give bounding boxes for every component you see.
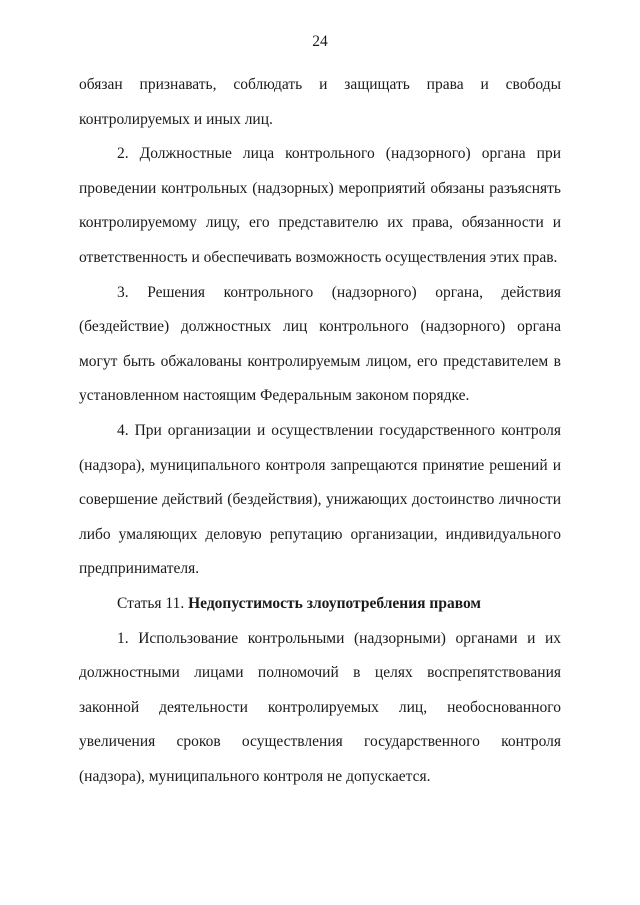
article-heading (79, 587, 561, 622)
paragraph-continuation: обязан признавать, соблюдать и защищать права и свободы контролируемых и иных лиц. (79, 76, 561, 128)
paragraph-item-2: 2. Должностные лица контрольного (надзорного) органа при проведении контрольных (надзорных) мероприятий обязаны разъяснять контролируемому лицу, его представителю их права, обязанности и ответственность и обеспечивать возможность осуществления этих прав. (79, 145, 561, 266)
paragraph-item-3: 3. Решения контрольного (надзорного) органа, действия (бездействие) должностных лиц контрольного (надзорного) органа могут быть обжалованы контролируемым лицом, его представителем в установленном настоящим Федеральным законом порядке. (79, 283, 561, 405)
article-label: Статья 11. (117, 594, 189, 612)
paragraph-item-4: 4. При организации и осуществлении государственного контроля (надзора), муниципального контроля запрещаются принятие решений и совершение действий (бездействия), унижающих достоинство личности либо умаляющих деловую репутацию организации, индивидуального предпринимателя. (79, 421, 561, 578)
article-title: Недопустимость злоупотребления правом (188, 594, 481, 612)
page-number: 24 (312, 33, 328, 50)
document-body (79, 68, 561, 794)
article-paragraph-1: 1. Использование контрольными (надзорными) органами и их должностными лицами полномочий в целях воспрепятствования законной деятельности контролируемых лиц, необоснованного увеличения сроков осуществления государственного контроля (надзора), муниципального контроля не допускается. (79, 629, 561, 785)
